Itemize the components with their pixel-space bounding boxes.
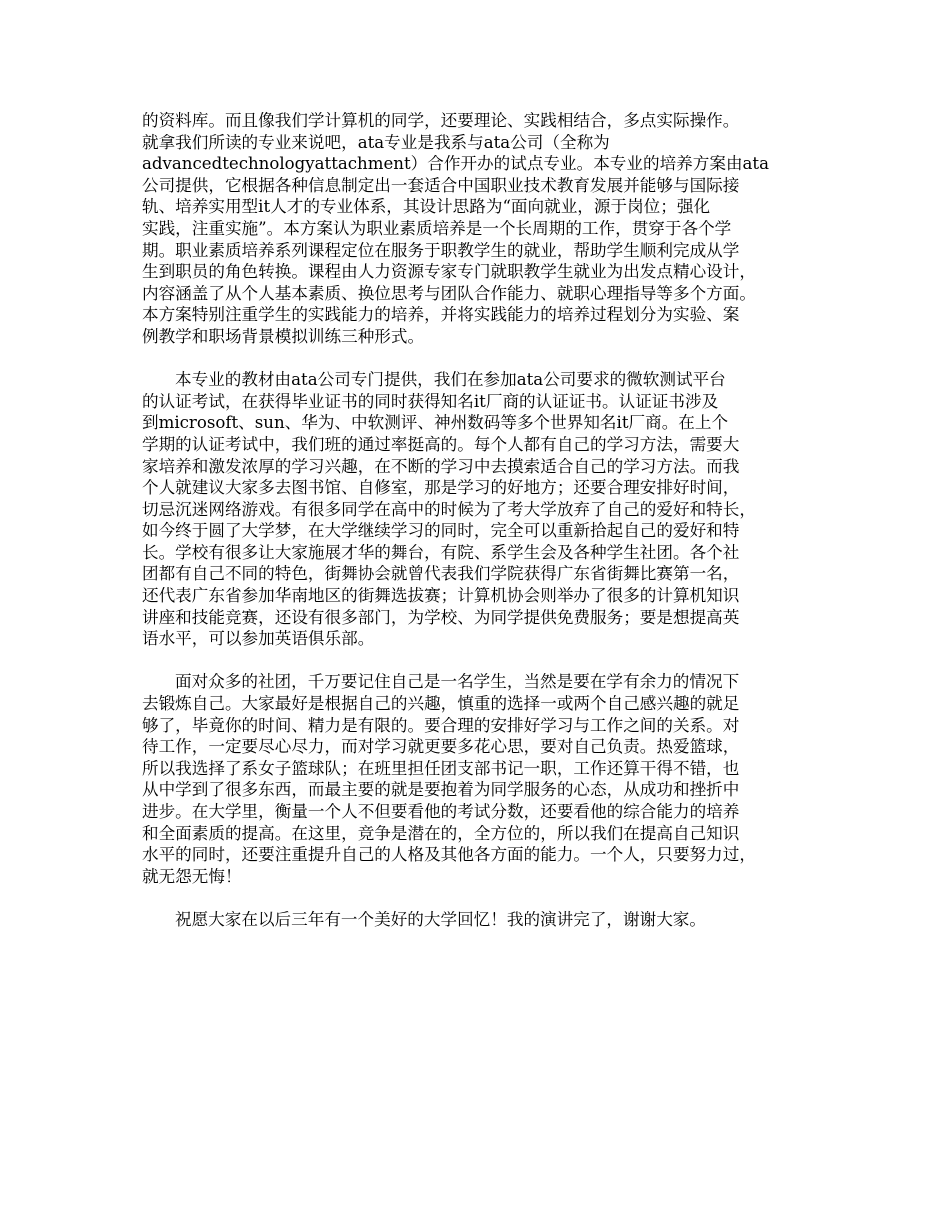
text-line: 内容涵盖了从个人基本素质、换位思考与团队合作能力、就职心理指导等多个方面。	[142, 283, 756, 303]
text-line: 就拿我们所读的专业来说吧，ata专业是我系与ata公司（全称为	[142, 132, 610, 152]
text-line: 的资料库。而且像我们学计算机的同学，还要理论、实践相结合，多点实际操作。	[142, 111, 740, 130]
text-line: 还代表广东省参加华南地区的街舞选拔赛；计算机协会则举办了很多的计算机知识	[142, 586, 740, 606]
text-line: 去锻炼自己。大家最好是根据自己的兴趣，慎重的选择一或两个自己感兴趣的就足	[142, 694, 740, 714]
text-line: 够了，毕竟你的时间、精力是有限的。要合理的安排好学习与工作之间的关系。对	[142, 715, 740, 735]
text-line: 如今终于圆了大学梦，在大学继续学习的同时，完全可以重新拾起自己的爱好和特	[142, 521, 740, 541]
text-line: 面对众多的社团，千万要记住自己是一名学生，当然是要在学有余力的情况下	[175, 672, 740, 692]
text-line: 学期的认证考试中，我们班的通过率挺高的。每个人都有自己的学习方法，需要大	[142, 434, 740, 454]
paragraph-spacer	[142, 348, 820, 370]
text-line: 和全面素质的提高。在这里，竞争是潜在的，全方位的，所以我们在提高自己知识	[142, 823, 740, 843]
text-line: 讲座和技能竞赛，还设有很多部门，为学校、为同学提供免费服务；要是想提高英	[142, 607, 740, 627]
text-line: 本方案特别注重学生的实践能力的培养，并将实践能力的培养过程划分为实验、案	[142, 305, 740, 325]
text-line: 长。学校有很多让大家施展才华的舞台，有院、系学生会及各种学生社团。各个社	[142, 542, 740, 562]
text-line: 水平的同时，还要注重提升自己的人格及其他各方面的能力。一个人，只要努力过，	[142, 845, 756, 865]
text-line: 期。职业素质培养系列课程定位在服务于职教学生的就业，帮助学生顺利完成从学	[142, 240, 740, 260]
text-line: 所以我选择了系女子篮球队；在班里担任团支部书记一职，工作还算干得不错，也	[142, 758, 740, 778]
text-line: 的认证考试，在获得毕业证书的同时获得知名it厂商的认证证书。认证证书涉及	[142, 391, 719, 411]
text-line: 公司提供，它根据各种信息制定出一套适合中国职业技术教育发展并能够与国际接	[142, 175, 740, 195]
paragraph-3	[142, 671, 820, 887]
text-line: 家培养和激发浓厚的学习兴趣，在不断的学习中去摸索适合自己的学习方法。而我	[142, 456, 740, 476]
paragraph-4	[142, 909, 820, 931]
text-line: 到microsoft、sun、华为、中软测评、神州数码等多个世界知名it厂商。在上个	[142, 413, 729, 433]
text-line: 进步。在大学里，衡量一个人不但要看他的考试分数，还要看他的综合能力的培养	[142, 802, 740, 821]
text-line: advancedtechnologyattachment）合作开办的试点专业。本专业的培养方案由ata	[142, 154, 769, 174]
paragraph-2	[142, 369, 820, 650]
text-line: 例教学和职场背景模拟训练三种形式。	[142, 326, 425, 346]
text-line: 待工作，一定要尽心尽力，而对学习就更要多花心思，要对自己负责。热爱篮球，	[142, 737, 740, 757]
text-line: 轨、培养实用型it人才的专业体系，其设计思路为“面向就业，源于岗位；强化	[142, 197, 711, 217]
text-line: 团都有自己不同的特色，街舞协会就曾代表我们学院获得广东省街舞比赛第一名，	[142, 564, 740, 584]
text-line: 本专业的教材由ata公司专门提供，我们在参加ata公司要求的微软测试平台	[175, 370, 726, 390]
text-line: 祝愿大家在以后三年有一个美好的大学回忆！我的演讲完了，谢谢大家。	[175, 909, 706, 929]
text-line: 生到职员的角色转换。课程由人力资源专家专门就职教学生就业为出发点精心设计，	[142, 262, 756, 282]
text-line: 实践，注重实施”。本方案认为职业素质培养是一个长周期的工作，贯穿于各个学	[142, 218, 732, 238]
paragraph-1	[142, 110, 820, 348]
paragraph-spacer	[142, 887, 820, 909]
text-line: 从中学到了很多东西，而最主要的就是要抱着为同学服务的心态，从成功和挫折中	[142, 780, 740, 800]
document-body	[142, 110, 820, 931]
text-line: 切忌沉迷网络游戏。有很多同学在高中的时候为了考大学放弃了自己的爱好和特长，	[142, 499, 756, 519]
text-line: 个人就建议大家多去图书馆、自修室，那是学习的好地方；还要合理安排好时间，	[142, 478, 740, 498]
paragraph-spacer	[142, 650, 820, 672]
text-line: 语水平，可以参加英语俱乐部。	[142, 629, 375, 649]
text-line: 就无怨无悔！	[142, 866, 242, 886]
